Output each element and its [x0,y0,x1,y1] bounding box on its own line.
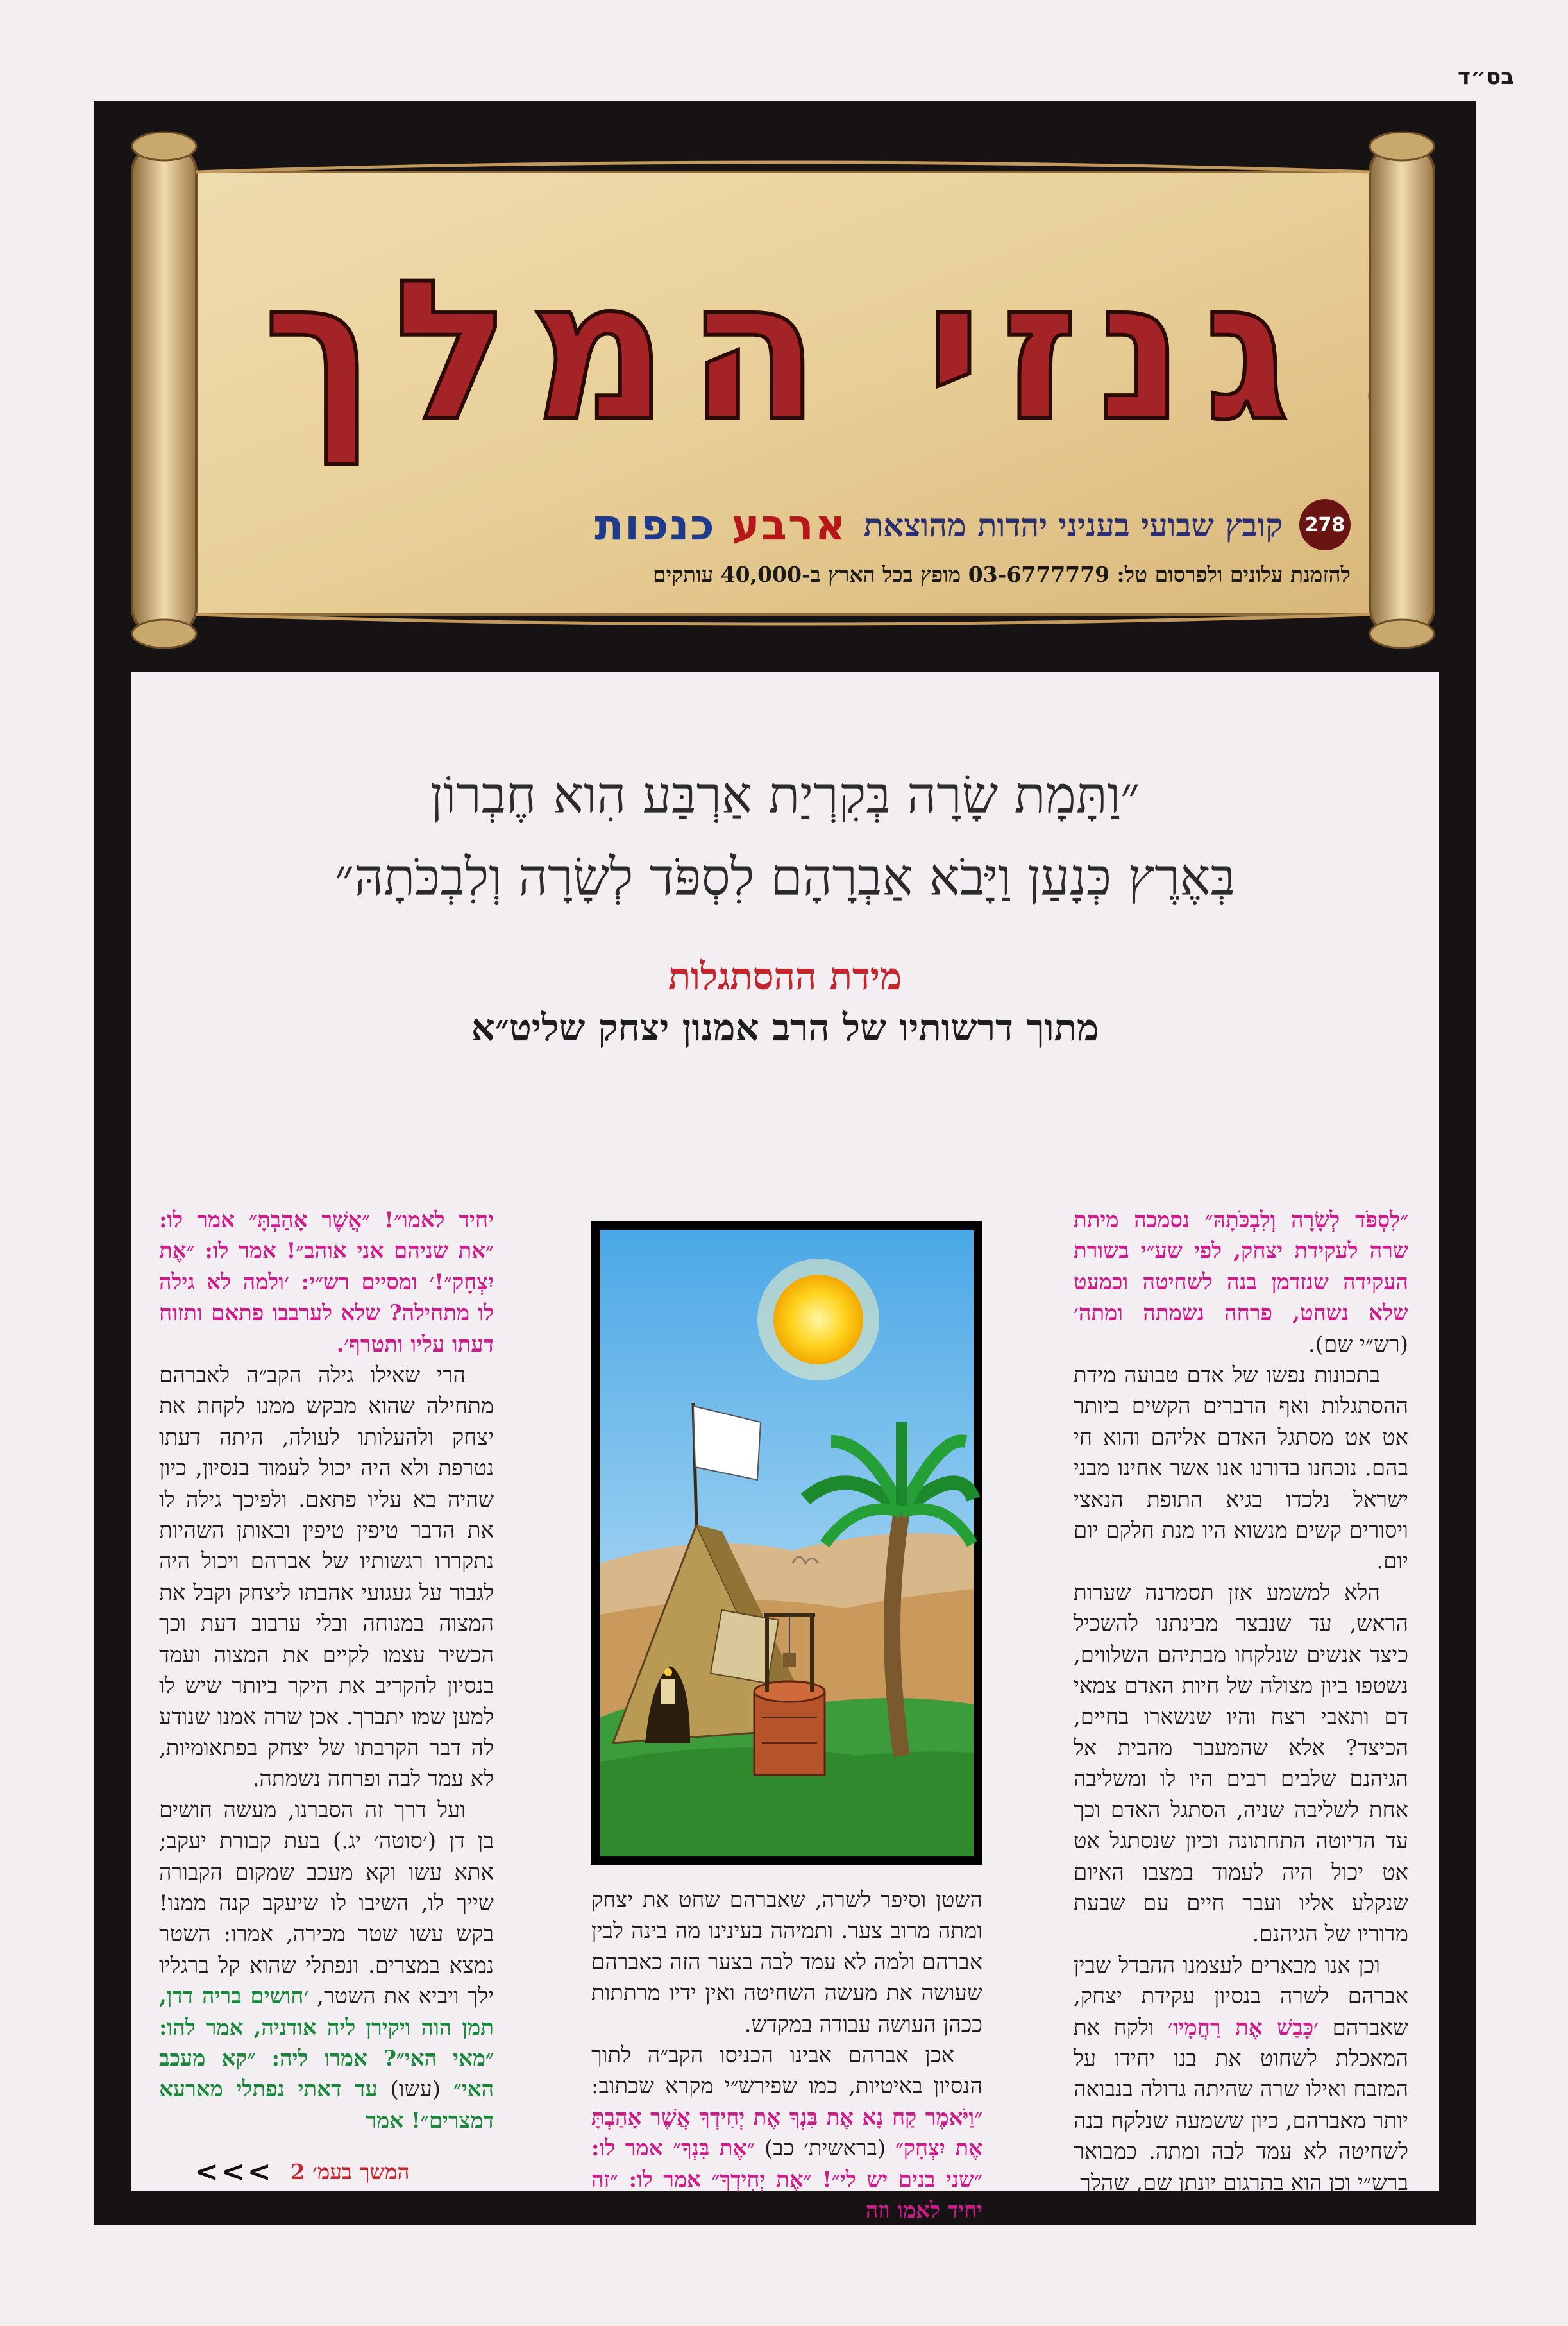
continued-arrows-icon: <<< [195,2155,274,2188]
middle-column [591,1885,982,2224]
masthead [94,101,1476,654]
paragraph-text: בעת קבורת יעקב; אתא עשו וקא מעכב שמקום הקבורה שייך לו, השיבו לו שיעקב קנה ממנו! בקש עשו שטר מכירה, אמרו: השטר נמצא במצרים. ונפתלי שהוא קל ברגליו ילך ויביא את השטר, [159,1828,494,2010]
paragraph: בתכונות נפשו של אדם טבועה מידת ההסתגלות ואף הדברים הקשים ביותר אט אט מסתגל האדם אליהם והוא חי בהם. נוכחנו בדורנו אנו אשר אחינו מבני ישראל נלכדו בגיא התופת הנאצי ויסורים קשים מנשוא היו מנת חלקם יום יום. [1074,1362,1408,1575]
corner-mark: בס״ד [1458,64,1514,90]
paragraph-text: אכן אברהם אבינו הכניסו הקב״ה לתוך הנסיון באיטיות, כמו שפירש״י מקרא שכתוב: [591,2042,982,2100]
paragraph-text: וכן אנו מבארים לעצמנו ההבדל שבין אברהם לשרה בנסיון עקידת יצחק, שאברהם [1074,1952,1408,2041]
page-frame [94,101,1476,2225]
paragraph-text: ולקח את המאכלת לשחוט את בנו יחידו על המזבח ואילו שרה שהיתה גדולה בנבואה יותר מאברהם, כיון ששמעה שנלקח בנה לשחיטה לא עמד לבה ומתה. כמבואר ברש״י וכן הוא בתרגום יונתן שם, שהלך [1074,2014,1408,2196]
paragraph [159,1795,494,2136]
verse-line-1: ״וַתָּמָת שָׂרָה בְּקִרְיַת אַרְבַּע הִוא חֶבְרוֹן [430,765,1140,825]
issue-number-badge: 278 [1299,499,1351,550]
quote: ׳חושים בריה דדן, תמן הוה ויקירן ליה אודניה, אמר להו: ״מאי האי״? אמרו ליה: ״קא מעכב האי״ [159,1983,494,2103]
publisher-logo [594,500,847,550]
quote: ״אֶת בִּנְךָ״ אמר לו: ״שני בנים יש לי״! ״אֶת יְחִידְךָ״ אמר לו: ״זה יחיד לאמו וזה [591,2135,982,2224]
paragraph: הלא למשמע אזן תסמרנה שערות הראש, עד שנבצר מבינתנו להשכיל כיצד אנשים שנלקחו מבתיהם השלווים, נשטפו ביון מצולה של חיות האדם צמאי דם ותאבי רצח והיו שנשארו בחיים, הכיצד? אלא שהמעבר מהבית אל הגיהנם שלבים רבים היו לו ומשליבה אחת לשליבה שניה, הסתגל האדם וכך עד הדיוטה התחתונה וכיון שנסתגל אט אט יכול היה לעמוד במצבו האיום שנקלע אליו ועבר חיים עם שבעת מדוריו של הגיהנם. [1074,1579,1408,1948]
paragraph: השטן וסיפר לשרה, שאברהם שחט את יצחק ומתה מרוב צער. ותמיהה בעינינו מה בינה לבין אברהם ולמה לא עמד לבה בצער הזה כאברהם שעושה את מעשה השחיטה ואין ידיו מרתתות ככהן העושה עבודה במקדש. [591,1887,982,2037]
reference: (בראשית׳ כב) [764,2135,886,2162]
verse-heading [156,754,1413,919]
intro-bold: ״לִסְפֹּד לְשָׂרָה וְלִבְכֹּתָהּ״ נסמכה מיתת שרה לעקידת יצחק, לפי שע״י בשורת העקידה שנזדמן בנה לשחיטה וכמעט שלא נשחט, פרחה נשמתה ומתה׳ [1074,1207,1408,1327]
paragraph [1074,1950,1408,2198]
left-column [159,1205,494,2186]
publisher-word-1: ארבע [731,500,847,550]
publisher-word-2: כנפות [594,500,716,550]
reference: (׳סוטה׳ יג.) [332,1828,437,1855]
quote: עד דאתי נפתלי מארעא דמצרים״! אמר [159,2076,494,2134]
right-column [1074,1205,1408,2196]
illustration-frame [591,1221,982,1865]
contact-line: להזמנת עלונים ולפרסום טל: 03-6777779 מופץ בכל הארץ ב-40,000 עותקים [653,562,1351,587]
verse-line-2: בְּאֶרֶץ כְּנָעַן וַיָּבֹא אַבְרָהָם לִסְפֹּד לְשָׂרָה וְלִבְכֹּתָהּ״ [334,847,1236,907]
continued-label: המשך בעמ׳ 2 [290,2159,410,2184]
subtitle-row [286,499,1351,550]
paragraph: הרי שאילו גילה הקב״ה לאברהם מתחילה שהוא מבקש ממנו לקחת את יצחק ולהעלותו לעולה, היתה דעתו נטרפת ולא היה יכול לעמוד בנסיון, כיון שהיה בא עליו פתאם. ולפיכך גילה לו את הדבר טיפין טיפין ובאותן השהיות נתקררו רגשותיו של אברהם ויכול היה לגבור על געגועי אהבתו ליצחק וקבל את המצוה במנוחה ובלי ערבוב דעת וכך הכשיר עצמו לקיים את המצוה ועמד בנסיון להקריב את היקר ביותר שיש לו למען שמו יתברך. אכן שרה אמנו שנודע לה דבר הקרבתו של יצחק בפתאומיות, לא עמד לבה ופרחה נשמתה. [159,1362,494,1792]
article-topic: מידת ההסתגלות [668,955,902,998]
quote: ׳כָּבַשׁ אֶת רַחֲמָיו׳ [1168,2014,1319,2041]
article-panel [131,672,1439,2224]
reference: (עשו) [390,2076,441,2103]
tent-and-well-illustration [600,1230,974,1856]
paragraph [591,2040,982,2226]
newsletter-title: גנזי המלך [263,239,1310,463]
intro-paragraph [1074,1205,1408,1360]
paragraph-text: ועל דרך זה הסברנו, מעשה חושים בן דן [159,1797,494,1855]
paragraph: יחיד לאמו״! ״אֲשֶׁר אָהַבְתָּ״ אמר לו: ״את שניהם אני אוהב״! אמר לו: ״אֶת יִצְחָק״!׳ ומסיים רש״י: ׳ולמה לא גילה לו מתחילה? שלא לערבבו פתאם ותזוח דעתו עליו ותטרף׳. [159,1207,494,1357]
continued-note[interactable] [195,2155,409,2188]
subtitle: קובץ שבועי בעניני יהדות מהוצאת [863,505,1283,544]
intro-ref: (רש״י שם). [1308,1331,1408,1357]
quote: ״וַיֹּאמֶר קַח נָא אֶת בִּנְךָ אֶת יְחִידְךָ אֲשֶׁר אָהַבְתָּ אֶת יִצְחָק״ [591,2104,982,2162]
article-byline: מתוך דרשותיו של הרב אמנון יצחק שליט״א [471,1006,1099,1049]
